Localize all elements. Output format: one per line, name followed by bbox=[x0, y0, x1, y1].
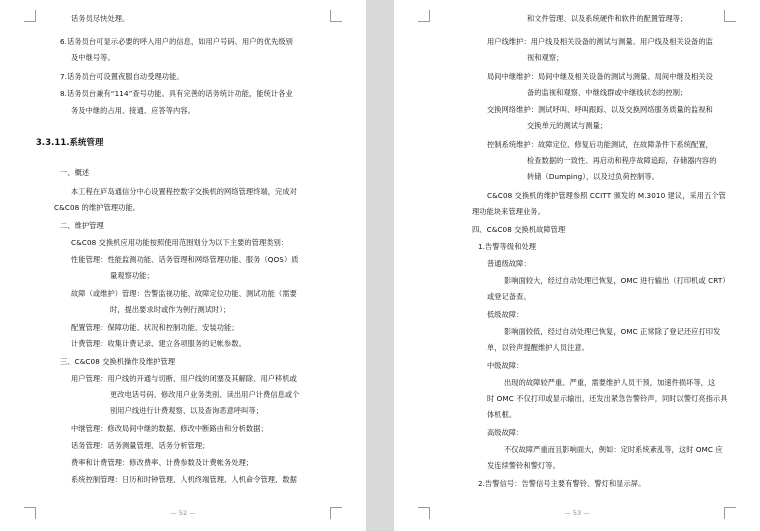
body-line: 转储（Dumping），以及过负荷控制等。 bbox=[527, 172, 659, 181]
body-line: 控制系统维护：故障定位、修复后功能测试，在故障条件下系统配置， bbox=[487, 140, 713, 149]
body-line: 低级故障： bbox=[487, 310, 524, 319]
crop-mark bbox=[24, 10, 36, 22]
subheading: 四、C&C08 交换机故障管理 bbox=[472, 225, 566, 234]
body-line: 局间中继维护：局间中继及相关设备的测试与测量、局间中继及相关设 bbox=[487, 72, 713, 81]
body-line: 中级故障： bbox=[487, 361, 524, 370]
body-line: 别用户线进行计费观察、以及查询恶意呼叫等； bbox=[110, 406, 264, 415]
body-line: 影响面较低，经过自动处理已恢复，OMC 正常除了登记还应打印发 bbox=[504, 327, 721, 336]
body-line: 时，提出要求时或作为例行测试时）； bbox=[110, 305, 231, 314]
body-line: 体机框。 bbox=[487, 410, 517, 419]
page-number: — 52 — bbox=[170, 509, 196, 517]
crop-mark bbox=[330, 10, 342, 22]
right-page bbox=[394, 0, 760, 531]
subheading: 三、C&C08 交换机操作及维护管理 bbox=[60, 357, 176, 366]
body-line: 配置管理：保障功能、状况和控制功能、安装功能； bbox=[71, 323, 239, 332]
left-page bbox=[0, 0, 366, 531]
body-line: 出现的故障较严重、严重，需要维护人员干预，加速件损坏等，这 bbox=[504, 378, 716, 387]
list-item: 7.话务员台可设置夜服自动受理功能。 bbox=[60, 72, 184, 81]
body-line: 本工程在庐岛通信分中心设置程控数字交换机的网络管理终端，完成对 bbox=[71, 187, 297, 196]
list-item: 6.话务员台可显示必要的呼入用户的信息，如用户号码、用户的优先级别 bbox=[60, 37, 293, 46]
body-line: 话务管理：话务测量管理、话务分析管理； bbox=[71, 441, 210, 450]
body-line: 检查数据的一致性、再启动和程序故障追踪，存储器内容的 bbox=[527, 156, 717, 165]
body-line: 量观察功能； bbox=[110, 271, 154, 280]
body-line: 不仅故障严重而且影响面大，例如：定时系统紊乱等，这时 OMC 应 bbox=[504, 445, 723, 454]
subheading: 一、概述 bbox=[60, 168, 90, 177]
body-line: 理功能块来管理业务。 bbox=[472, 207, 545, 216]
body-line: 和文件管理、以及系统硬件和软件的配置管理等； bbox=[527, 14, 688, 23]
body-line: 更改电话号码、修改用户业务类别、读出用户计费信息或个 bbox=[110, 390, 300, 399]
body-line: 性能管理：性能监测功能、话务管理和网络管理功能、服务（QOS）质 bbox=[71, 255, 299, 264]
body-line: 或登记备查。 bbox=[487, 292, 531, 301]
body-line: 单，以铃声提醒维护人员注意。 bbox=[487, 343, 590, 352]
body-line: C&C08 交换机应用功能按照使用范围划分为以下主要的管理类别： bbox=[71, 238, 289, 247]
list-item: 1.告警等级和处理 bbox=[478, 242, 537, 251]
body-line: 交换单元的测试与测量； bbox=[527, 121, 608, 130]
body-line: 用户线维护：用户线及相关设备的测试与测量、用户线及相关设备的监 bbox=[487, 37, 713, 46]
section-heading: 3.3.11.系统管理 bbox=[36, 137, 104, 147]
crop-mark bbox=[418, 10, 430, 22]
crop-mark bbox=[724, 10, 736, 22]
body-line: 用户管理：用户线的开通与切断、用户线的闭塞及其解除、用户移机或 bbox=[71, 374, 297, 383]
body-line: 计费管理：收集计费记录、建立各项服务的记帐参数。 bbox=[71, 339, 246, 348]
body-line: 普通级故障： bbox=[487, 259, 531, 268]
body-line: 时 OMC 不仅打印或显示输出，还发出紧急告警铃声，同时以警灯亮指示具 bbox=[487, 394, 728, 403]
body-line: 费率和计费管理：修改费率、计费参数及计费帐务处理； bbox=[71, 458, 254, 467]
body-line: 务及中继的占用、接通、应答等内容。 bbox=[71, 106, 195, 115]
body-line: C&C08 交换机的维护管理参照 CCITT 颁发的 M.3010 建议，采用五个管 bbox=[487, 191, 726, 200]
list-item: 2.告警信号：告警信号主要有警铃、警灯和显示屏。 bbox=[478, 479, 646, 488]
body-line: 交换网络维护：测试呼叫、呼叫跟踪、以及交换网络服务质量的监视和 bbox=[487, 105, 713, 114]
body-line: 发连续警铃和警灯等。 bbox=[487, 461, 560, 470]
body-line: 系统控制管理：日历和时钟管理、人机终端管理、人机命令管理、数据 bbox=[71, 475, 297, 484]
body-line: 话务员尽快处理。 bbox=[71, 14, 130, 23]
body-line: 视和观察； bbox=[527, 53, 564, 62]
body-line: 故障（或维护）管理：告警监视功能、故障定位功能、测试功能（需要 bbox=[71, 289, 297, 298]
page-number: — 53 — bbox=[564, 509, 590, 517]
body-line: C&C08 的维护管理功能。 bbox=[54, 203, 140, 212]
subheading: 二、维护管理 bbox=[60, 221, 104, 230]
body-line: 及中继号等。 bbox=[71, 53, 115, 62]
body-line: 高级故障： bbox=[487, 428, 524, 437]
body-line: 备的监视和观察、中继线群或中继线状态的控制； bbox=[527, 88, 688, 97]
body-line: 影响面较大，经过自动处理已恢复，OMC 进行输出（打印机或 CRT） bbox=[504, 276, 730, 285]
list-item: 8.话务员台兼有“114”查号功能。具有完善的话务统计功能，能统计各业 bbox=[60, 89, 293, 98]
body-line: 中继管理：修改局间中继的数据、修改中断路由和分析数据； bbox=[71, 424, 268, 433]
